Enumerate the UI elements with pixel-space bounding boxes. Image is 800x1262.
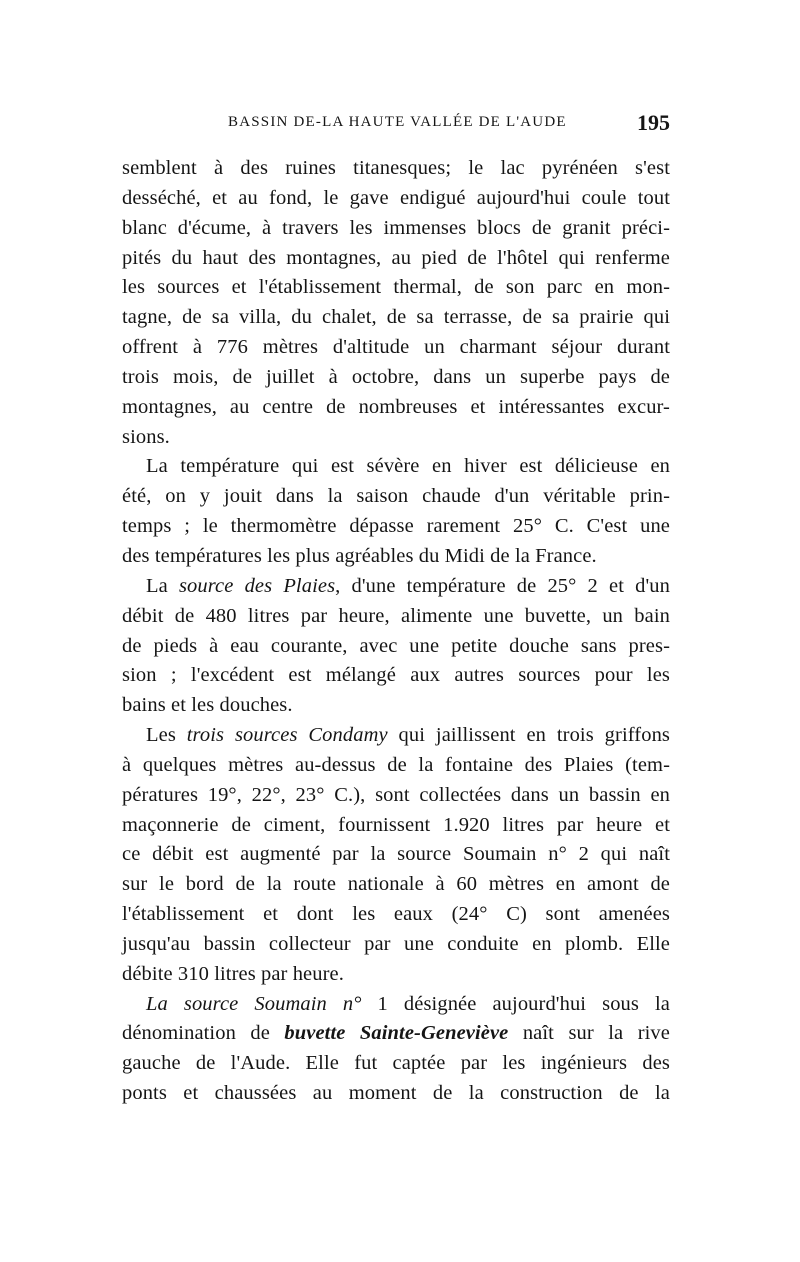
text-line <box>122 154 670 184</box>
text-run: Les <box>146 724 187 747</box>
text-line <box>122 990 670 1020</box>
emphasized-text: buvette Sainte-Geneviève <box>284 1022 509 1045</box>
text-run: naît sur la rive <box>508 1022 670 1045</box>
text-run: La <box>146 574 179 597</box>
text-line <box>122 661 670 691</box>
text-line <box>122 184 670 214</box>
text-line <box>122 333 670 363</box>
text-line <box>122 363 670 393</box>
text-run: maçonnerie de ciment, fournissent 1.920 litres par heure et <box>122 813 670 836</box>
text-run: montagnes, au centre de nombreuses et intéressantes excur- <box>122 395 670 418</box>
text-line <box>122 512 670 542</box>
emphasized-text: trois sources Condamy <box>186 724 388 747</box>
text-line <box>122 1049 670 1079</box>
text-run: les sources et l'établissement thermal, de son parc en mon- <box>122 276 670 299</box>
text-run: tagne, de sa villa, du chalet, de sa terrasse, de sa prairie qui <box>122 306 670 329</box>
running-title: BASSIN DE-LA HAUTE VALLÉE DE L'AUDE <box>228 114 567 130</box>
text-run: jusqu'au bassin collecteur par une conduite en plomb. Elle <box>122 932 670 955</box>
text-line <box>122 602 670 632</box>
text-run: La température qui est sévère en hiver est délicieuse en <box>146 455 670 478</box>
text-run: temps ; le thermomètre dépasse rarement 25° C. C'est une <box>122 515 670 538</box>
text-run: pités du haut des montagnes, au pied de l'hôtel qui renferme <box>122 246 670 269</box>
text-line <box>122 691 670 721</box>
text-run: 1 désignée aujourd'hui sous la <box>361 992 670 1015</box>
text-line <box>122 452 670 482</box>
text-run: gauche de l'Aude. Elle fut captée par les ingénieurs des <box>122 1052 670 1075</box>
text-run: , d'une température de 25° 2 et d'un <box>335 574 670 597</box>
text-run: à quelques mètres au-dessus de la fontaine des Plaies (tem- <box>122 753 670 776</box>
text-line <box>122 423 670 453</box>
text-run: pératures 19°, 22°, 23° C.), sont collectées dans un bassin en <box>122 783 670 806</box>
text-run: été, on y jouit dans la saison chaude d'un véritable prin- <box>122 485 670 508</box>
text-run: desséché, et au fond, le gave endigué aujourd'hui coule tout <box>122 186 670 209</box>
text-run: ce débit est augmenté par la source Soumain n° 2 qui naît <box>122 843 670 866</box>
running-head <box>122 110 670 138</box>
text-line <box>122 751 670 781</box>
text-run: l'établissement et dont les eaux (24° C) sont amenées <box>122 903 670 926</box>
text-run: offrent à 776 mètres d'altitude un charmant séjour durant <box>122 336 670 359</box>
text-line <box>122 542 670 572</box>
text-line <box>122 303 670 333</box>
text-line <box>122 960 670 990</box>
page-number: 195 <box>637 110 670 135</box>
text-run: bains et les douches. <box>122 694 293 717</box>
text-run: débit de 480 litres par heure, alimente une buvette, un bain <box>122 604 670 627</box>
text-run: sion ; l'excédent est mélangé aux autres sources pour les <box>122 664 670 687</box>
text-line <box>122 930 670 960</box>
text-run: sur le bord de la route nationale à 60 mètres en amont de <box>122 873 670 896</box>
text-line <box>122 900 670 930</box>
text-run: blanc d'écume, à travers les immenses blocs de granit préci- <box>122 216 670 239</box>
text-run: débite 310 litres par heure. <box>122 962 344 985</box>
text-line <box>122 870 670 900</box>
text-run: ponts et chaussées au moment de la construction de la <box>122 1082 670 1105</box>
text-line <box>122 393 670 423</box>
text-line <box>122 632 670 662</box>
emphasized-text: source des Plaies <box>178 574 336 597</box>
text-run: de pieds à eau courante, avec une petite douche sans pres- <box>122 634 670 657</box>
text-line <box>122 840 670 870</box>
emphasized-text: La source Soumain n° <box>146 992 362 1015</box>
text-line <box>122 1019 670 1049</box>
text-line <box>122 482 670 512</box>
text-run: sions. <box>122 425 170 448</box>
text-line <box>122 273 670 303</box>
text-line <box>122 572 670 602</box>
text-line <box>122 1079 670 1109</box>
text-run: dénomination de <box>122 1022 285 1045</box>
text-line <box>122 214 670 244</box>
text-run: trois mois, de juillet à octobre, dans un superbe pays de <box>122 365 670 388</box>
text-run: semblent à des ruines titanesques; le lac pyrénéen s'est <box>122 157 670 179</box>
body-text <box>122 154 670 1109</box>
text-line <box>122 721 670 751</box>
text-line <box>122 244 670 274</box>
text-line <box>122 811 670 841</box>
text-run: qui jaillissent en trois griffons <box>387 724 671 747</box>
text-run: des températures les plus agréables du Midi de la France. <box>122 544 597 567</box>
text-line <box>122 781 670 811</box>
